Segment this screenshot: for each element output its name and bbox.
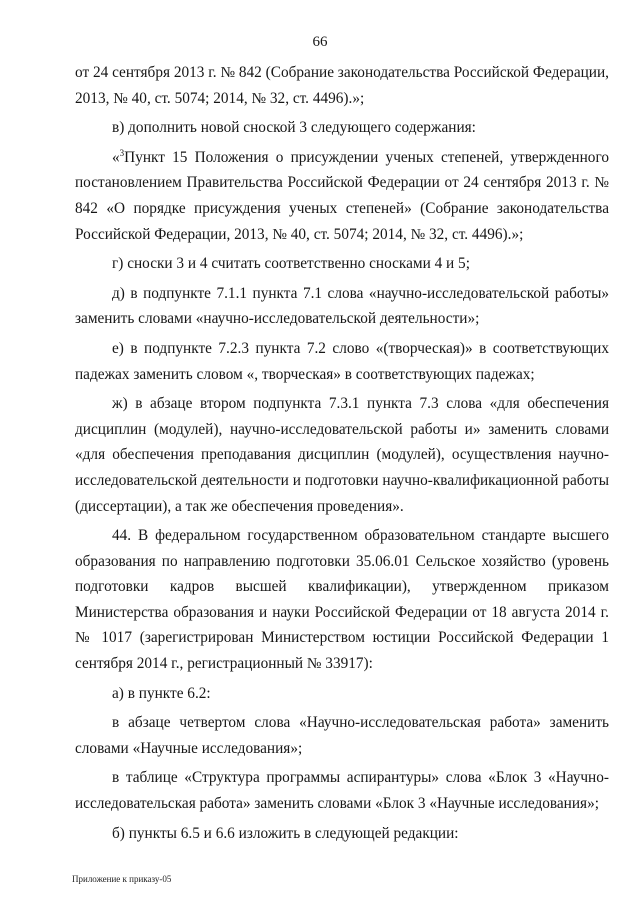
paragraph: от 24 сентября 2013 г. № 842 (Собрание законодательства Российской Федерации, 2013, № 40, ст. 5074; 2014, № 32, ст. 4496).»; — [75, 64, 609, 107]
paragraph: а) в пункте 6.2: — [112, 684, 211, 702]
footnote-marker: 3 — [119, 147, 125, 158]
paragraph: ж) в абзаце втором подпункта 7.3.1 пункта 7.3 слова «для обеспечения дисциплин (модулей), научно-исследовательской работы и» заменить словами «для обеспечения преподавания дисциплин (модулей), осуществления научно-исследовательской деятельности и подготовки научно-квалификационной работы (диссертации), а так же обеспечения проведения». — [75, 395, 609, 515]
paragraph: е) в подпункте 7.2.3 пункта 7.2 слово «(творческая)» в соответствующих падежах заменить словом «, творческая» в соответствующих падежах; — [75, 339, 609, 383]
paragraph-text: Пункт 15 Положения о присуждении ученых степеней, утвержденного постановлением Правительства Российской Федерации от 24 сентября 2013 г. № 842 «О порядке присуждения ученых степеней» (Собрание законодательства Российской Федерации, 2013, № 40, ст. 5074; 2014, № 32, ст. 4496).»; — [75, 148, 609, 243]
quote-open: « — [112, 148, 120, 166]
paragraph: г) сноски 3 и 4 считать соответственно сносками 4 и 5; — [112, 255, 470, 273]
paragraph: б) пункты 6.5 и 6.6 изложить в следующей редакции: — [112, 824, 459, 842]
paragraph: в таблице «Структура программы аспирантуры» слова «Блок 3 «Научно-исследовательская работа» заменить словами «Блок 3 «Научные исследования»; — [75, 769, 609, 813]
document-body — [75, 60, 609, 850]
paragraph: д) в подпункте 7.1.1 пункта 7.1 слова «научно-исследовательской работы» заменить словами «научно-исследовательской деятельности»; — [75, 284, 609, 328]
paragraph: в абзаце четвертом слова «Научно-исследовательская работа» заменить словами «Научные исследования»; — [75, 714, 609, 757]
footer-note: Приложение к приказу-05 — [72, 874, 172, 884]
page-number: 66 — [312, 34, 328, 50]
paragraph-footnote-3 — [75, 145, 609, 247]
paragraph: 44. В федеральном государственном образовательном стандарте высшего образования по направлению подготовки 35.06.01 Сельское хозяйство (уровень подготовки кадров высшей квалификации), утвержденном приказом Министерства образования и науки Российской Федерации от 18 августа 2014 г. № 1017 (зарегистрирован Министерством юстиции Российской Федерации 1 сентября 2014 г., регистрационный № 33917): — [75, 527, 609, 673]
paragraph: в) дополнить новой сноской 3 следующего содержания: — [112, 119, 476, 137]
